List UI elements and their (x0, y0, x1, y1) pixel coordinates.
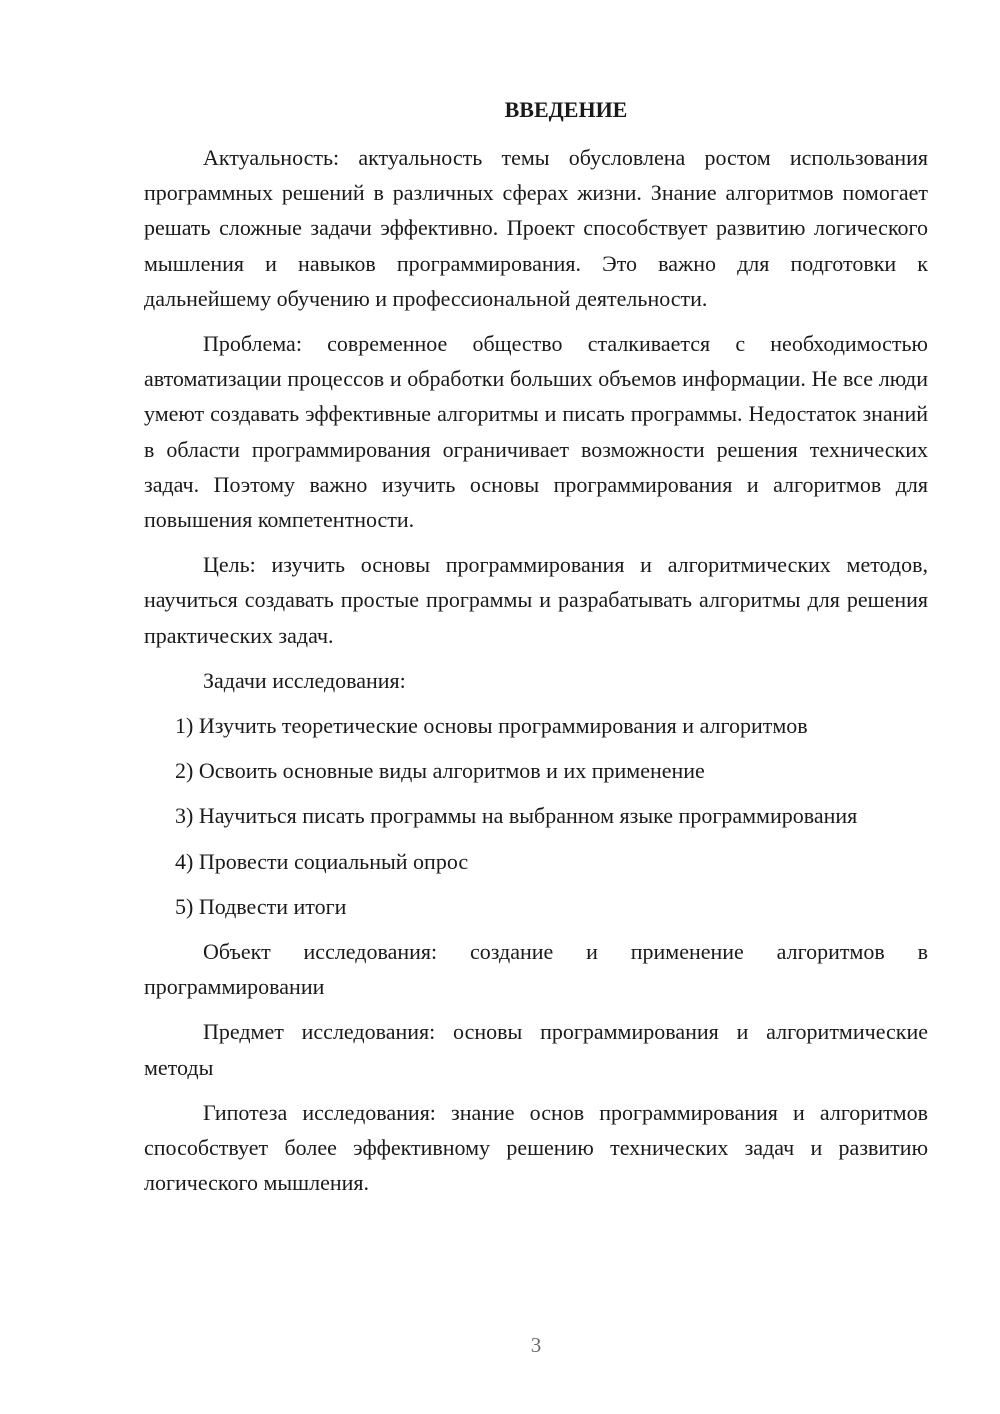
paragraph-goal: Цель: изучить основы программирования и алгоритмических методов, научиться создавать простые программы и разрабатывать алгоритмы для решения практических задач. (144, 552, 928, 648)
task-item: 5) Подвести итоги (175, 893, 347, 919)
task-item: 1) Изучить теоретические основы программирования и алгоритмов (175, 713, 808, 739)
paragraph-subject: Предмет исследования: основы программирования и алгоритмические методы (144, 1019, 928, 1080)
paragraph-relevance: Актуальность: актуальность темы обусловлена ростом использования программных решений в различных сферах жизни. Знание алгоритмов помогает решать сложные задачи эффективно. Проект способствует развитию логического мышления и навыков программирования. Это важно для подготовки к дальнейшему обучению и профессиональной деятельности. (144, 145, 928, 311)
tasks-heading: Задачи исследования: (203, 667, 406, 693)
paragraph-problem: Проблема: современное общество сталкивается с необходимостью автоматизации процессов и обработки больших объемов информации. Не все люди умеют создавать эффективные алгоритмы и писать программы. Недостаток знаний в области программирования ограничивает возможности решения технических задач. Поэтому важно изучить основы программирования и алгоритмов для повышения компетентности. (144, 331, 928, 533)
page-number: 3 (530, 1333, 542, 1357)
document-page (144, 92, 928, 1210)
task-item: 2) Освоить основные виды алгоритмов и их применение (175, 758, 705, 784)
page-title: ВВЕДЕНИЕ (504, 97, 628, 122)
paragraph-hypothesis: Гипотеза исследования: знание основ программирования и алгоритмов способствует более эффективному решению технических задач и развитию логического мышления. (144, 1099, 928, 1196)
paragraph-object: Объект исследования: создание и применение алгоритмов в программировании (144, 939, 928, 1000)
task-item: 3) Научиться писать программы на выбранном языке программирования (175, 803, 858, 829)
task-item: 4) Провести социальный опрос (175, 848, 469, 874)
